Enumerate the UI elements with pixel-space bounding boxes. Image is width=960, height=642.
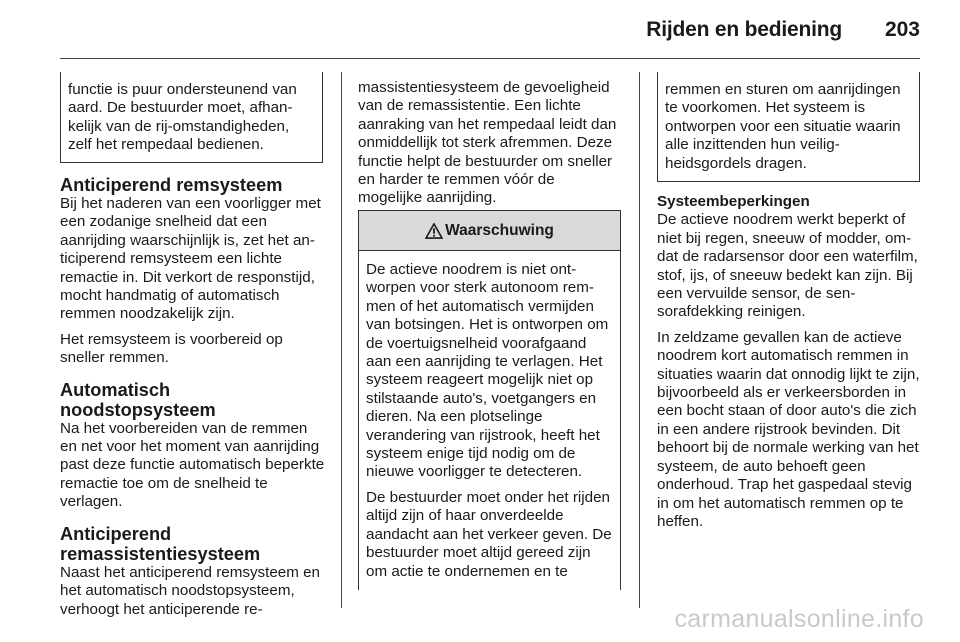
section-anticiperend-remassistentiesysteem [60,524,326,619]
section-automatisch-noodstopsysteem [60,380,326,512]
paragraph: Bij het naderen van een voorligger met een zodanige snelheid dat een aanrijding waarschijnlijk is, zet het anticiperend remsysteem een lichte remactie in. Dit verkort de responstijd, mocht handmatig of automatisch remmen noodzakelijk zijn. [60,195,321,323]
header-rule [60,58,920,59]
warning-box [358,210,621,590]
paragraph: De actieve noodrem werkt beperkt of niet bij regen, sneeuw of modder, omdat de radarsensor door een waterfilm, stof, ijs, of sneeuw bedekt kan zijn. Bij een vervuilde sensor, de sensorafdekking reinigen. [657,211,918,321]
paragraph: Na het voorbereiden van de remmen en net voor het moment van aanrijding past deze functie automatisch beperkte remactie toe om de snelheid te verlagen. [60,419,325,511]
note-box [60,72,323,163]
section-heading: Anticiperend remsysteem [60,175,283,195]
page-number: 203 [884,18,920,41]
section-heading: Anticiperend remassistentiesysteem [60,523,261,564]
column-middle [358,79,621,215]
paragraph: De bestuurder moet onder het rijden altijd zijn of haar onverdeelde aandacht aan het verkeer geven. De bestuurder moet altijd gereed zijn om actie te ondernemen en te [366,488,612,580]
note-box-text: functie is puur ondersteunend van aard. De bestuurder moet, afhankelijk van de rij-omstandigheden, zelf het rempedaal bedienen. [68,81,297,154]
paragraph: De actieve noodrem is niet ontworpen voor sterk autonoom remmen of het automatisch vermijden van botsingen. Het is ontworpen om de voertuigsnelheid voorafgaand aan een aanrijding te verlagen. Het systeem reageert mogelijk niet op stilstaande auto's, voetgangers en dieren. Na een plotselinge verandering van rijstrook, heeft het systeem enige tijd nodig om de nieuwe voorligger te detecteren. [366,261,609,481]
section-heading-systeembeperkingen: Systeembeperkingen [657,193,810,210]
warning-continuation-text: remmen en sturen om aanrijdingen te voorkomen. Het systeem is ontworpen voor een situatie waarin alle inzittenden hun veiligheidsgordels dragen. [665,81,901,172]
warning-body [359,251,620,581]
warning-continuation-box [657,72,920,182]
warning-header [359,211,620,251]
warning-triangle-icon [425,223,443,239]
column-right [657,193,923,538]
column-divider-2 [639,72,640,608]
section-heading: Automatisch noodstopsysteem [60,379,216,420]
paragraph: Naast het anticiperend remsysteem en het automatisch noodstopsysteem, verhoogt het anticiperende re- [60,563,321,618]
column-divider-1 [341,72,342,608]
column-left [60,175,326,626]
paragraph: In zeldzame gevallen kan de actieve noodrem kort automatisch remmen in situaties waarin dat onnodig lijkt te zijn, bijvoorbeeld als er verkeersborden in een bocht staan of door auto's die zich in een andere rijstrook bevinden. Dit behoort bij de normale werking van het systeem, de auto behoeft geen onderhoud. Trap het gaspedaal stevig in om het automatisch remmen op te heffen. [657,328,920,530]
section-anticiperend-remsysteem [60,175,326,368]
paragraph: massistentiesysteem de gevoeligheid van de remassistentie. Een lichte aanraking van het rempedaal leidt dan onmiddellijk tot sterk afremmen. Deze functie helpt de bestuurder om sneller en harder te remmen vóór de mogelijke aanrijding. [358,79,617,207]
warning-title: Waarschuwing [445,221,554,239]
paragraph: Het remsysteem is voorbereid op sneller remmen. [60,330,283,367]
watermark: carmanualsonline.info [674,605,924,633]
page-title: Rijden en bediening [646,18,842,41]
